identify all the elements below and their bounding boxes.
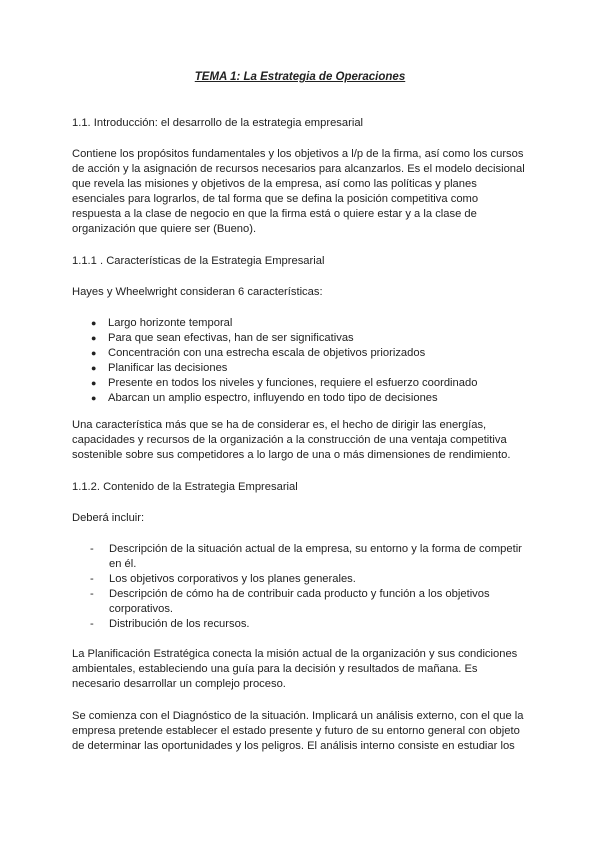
list-item: - Distribución de los recursos.: [90, 617, 528, 632]
list-item: - Descripción de cómo ha de contribuir cada producto y función a los objetivos corporativos.: [90, 587, 528, 617]
page-title: TEMA 1: La Estrategia de Operaciones: [194, 71, 406, 83]
section-heading-1-1: 1.1. Introducción: el desarrollo de la estrategia empresarial: [72, 117, 364, 129]
extra-characteristic-paragraph: Una característica más que se ha de considerar es, el hecho de dirigir las energías, capacidades y recursos de la organización a la construcción de una ventaja competitiva sostenible sobre sus competidores a lo largo de una o más dimensiones de rendimiento.: [72, 419, 511, 461]
list-item: ● Largo horizonte temporal: [91, 316, 528, 331]
list-item: ● Planificar las decisiones: [91, 361, 528, 376]
contents-list: [72, 542, 528, 632]
list-item: ● Presente en todos los niveles y funciones, requiere el esfuerzo coordinado: [91, 376, 528, 391]
section-heading-1-1-1: 1.1.1 . Características de la Estrategia Empresarial: [72, 255, 325, 267]
list-item: ● Para que sean efectivas, han de ser significativas: [91, 331, 528, 346]
list-item: - Descripción de la situación actual de la empresa, su entorno y la forma de competir en él.: [90, 542, 528, 572]
must-include-text: Deberá incluir:: [72, 512, 145, 524]
diagnosis-paragraph: Se comienza con el Diagnóstico de la situación. Implicará un análisis externo, con el que la empresa pretende establecer el estado presente y futuro de su entorno general con objeto de determinar las oportunidades y los peligros. El análisis interno consiste en estudiar los: [72, 710, 524, 752]
planning-paragraph: La Planificación Estratégica conecta la misión actual de la organización y sus condiciones ambientales, estableciendo una guía para la decisión y resultados de mañana. Es necesario desarrollar un complejo proceso.: [72, 648, 518, 690]
list-item: ● Abarcan un amplio espectro, influyendo en todo tipo de decisiones: [91, 391, 528, 406]
section-heading-1-1-2: 1.1.2. Contenido de la Estrategia Empresarial: [72, 481, 298, 493]
characteristics-list: [72, 316, 528, 406]
hayes-intro: Hayes y Wheelwright consideran 6 características:: [72, 286, 323, 298]
list-item: - Los objetivos corporativos y los planes generales.: [90, 572, 528, 587]
intro-paragraph: Contiene los propósitos fundamentales y los objetivos a l/p de la firma, así como los cursos de acción y la asignación de recursos necesarios para alcanzarlos. Es el modelo decisional que revela las misiones y objetivos de la empresa, así como las políticas y planes esenciales para lograrlos, de tal forma que se defina la posición competitiva como respuesta a la clase de negocio en que la firma está o quiere estar y a la clase de organización que quiere ser (Bueno).: [72, 148, 525, 235]
list-item: ● Concentración con una estrecha escala de objetivos priorizados: [91, 346, 528, 361]
